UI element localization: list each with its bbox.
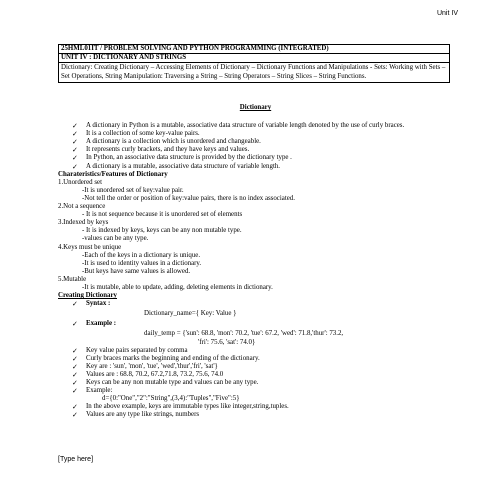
intro-line: A dictionary in Python is a mutable, associative data structure of variable length denoted by the use of curly braces.	[86, 122, 405, 130]
point-text: Key value pairs separated by comma	[86, 346, 188, 354]
feature-line: -It is used to identity values in a dictionary.	[82, 259, 202, 267]
feature-4	[58, 244, 453, 276]
feature-line: -Not tell the order or position of key:value pairs, there is no index associated.	[82, 194, 295, 202]
feature-line: -Each of the keys in a dictionary is unique.	[82, 251, 201, 259]
check-icon: ✓	[72, 146, 78, 155]
list-item	[58, 146, 453, 154]
check-icon: ✓	[72, 354, 78, 363]
feature-1	[58, 179, 453, 203]
example-item	[58, 320, 453, 328]
list-item	[58, 411, 453, 419]
check-icon: ✓	[72, 370, 78, 379]
intro-line: A dictionary is a collection which is unordered and changeable.	[86, 138, 261, 146]
unit-label: Unit IV	[436, 10, 458, 17]
feature-label: 4.Keys must be unique	[58, 243, 122, 251]
document-body	[58, 104, 453, 419]
feature-label: 5.Mutable	[58, 275, 87, 283]
feature-2	[58, 203, 453, 219]
intro-line: It is a collection of some key-value pairs.	[86, 130, 200, 138]
example-code-line-1: daily_temp = {'sun': 68.8, 'mon': 70.2, 'tue': 67.2, 'wed': 71.8,'thur': 73.2,	[144, 330, 344, 338]
list-item	[58, 355, 453, 363]
list-item	[58, 363, 453, 371]
feature-line: -It is mutable, able to update, adding, deleting elements in dictionary.	[82, 283, 273, 291]
syntax-code: Dictionary_name={ Key: Value }	[144, 310, 237, 318]
example2-code: d={0:"One","2":"String",(3,4):"Tuples","Five":5}	[102, 395, 240, 403]
intro-text-0	[86, 122, 404, 129]
intro-list	[58, 122, 453, 171]
syntax-label: Syntax :	[86, 300, 111, 308]
list-item	[58, 154, 453, 162]
feature-label: 3.Indexed by keys	[58, 219, 109, 227]
point-text: Values are any type like strings, numbers	[86, 411, 200, 419]
check-icon: ✓	[72, 362, 78, 371]
check-icon: ✓	[72, 379, 78, 387]
check-icon: ✓	[72, 138, 78, 147]
check-icon: ✓	[72, 162, 78, 171]
intro-line: In Python, an associative data structure is provided by the dictionary type .	[86, 154, 292, 162]
check-icon: ✓	[72, 154, 78, 163]
features-heading: Charateristics/Features of Dictionary	[58, 170, 168, 178]
intro-line: It represents curly brackets, and they have keys and values.	[86, 146, 250, 154]
feature-line: -It is unordered set of key:value pair.	[82, 186, 184, 194]
feature-3	[58, 219, 453, 243]
list-item	[58, 379, 453, 387]
footer-placeholder: [Type here]	[58, 456, 94, 463]
course-title: 25HML01IT / PROBLEM SOLVING AND PYTHON PROGRAMMING (INTEGRATED)	[59, 45, 449, 54]
syntax-item	[58, 300, 453, 308]
list-item	[58, 371, 453, 379]
feature-label: 1.Unordered set	[58, 178, 103, 186]
check-icon: ✓	[72, 411, 78, 420]
feature-label: 2.Not a sequence	[58, 203, 106, 211]
point-text: Example:	[86, 387, 113, 395]
example-label: Example :	[86, 320, 117, 328]
check-icon: ✓	[72, 130, 78, 139]
check-icon: ✓	[72, 387, 78, 396]
list-item	[58, 122, 453, 130]
check-icon: ✓	[72, 320, 78, 329]
unit-title: UNIT IV : DICTIONARY AND STRINGS	[59, 54, 449, 63]
feature-line: -But keys have same values is allowed.	[82, 267, 191, 275]
feature-5	[58, 276, 453, 292]
list-item	[58, 138, 453, 146]
point-text: Key are : 'sun', 'mon', 'tue', 'wed','thur','fri', 'sat'}	[86, 362, 218, 370]
list-item	[58, 347, 453, 355]
check-icon: ✓	[72, 403, 78, 412]
check-icon: ✓	[72, 300, 78, 309]
check-icon: ✓	[72, 122, 78, 131]
point-text: Curly braces marks the beginning and ending of the dictionary.	[86, 354, 260, 362]
intro-line: A dictionary is a mutable, associative data structure of variable length.	[86, 162, 281, 170]
page-title: Dictionary	[239, 104, 272, 111]
point-text: In the above example, keys are immutable types like integer,string,tuples.	[86, 403, 289, 411]
list-item	[58, 403, 453, 411]
list-item	[58, 163, 453, 171]
check-icon: ✓	[72, 346, 78, 355]
point-text: Keys can be any non mutable type and values can be any type.	[86, 379, 259, 386]
list-item	[58, 387, 453, 395]
example-code-line-2: 'fri': 75.6, 'sat': 74.0}	[198, 338, 256, 346]
feature-line: -values can be any type.	[82, 235, 149, 243]
course-header	[58, 44, 450, 83]
creating-heading: Creating Dictionary	[58, 292, 118, 300]
point-text: Values are : 68.8, 70.2, 67.2,71.8, 73.2, 75.6, 74.0	[86, 370, 224, 378]
feature-line: - It is not sequence because it is unordered set of elements	[82, 211, 243, 219]
list-item	[58, 130, 453, 138]
feature-line: - It is indexed by keys, keys can be any non mutable type.	[82, 227, 242, 235]
unit-description: Dictionary: Creating Dictionary – Accessing Elements of Dictionary – Dictionary Functions and Manipulations - Sets: Working with Sets – Set Operations, String Manipulation: Traversing a String – String Operators – String Slices – String Functions.	[61, 64, 446, 80]
